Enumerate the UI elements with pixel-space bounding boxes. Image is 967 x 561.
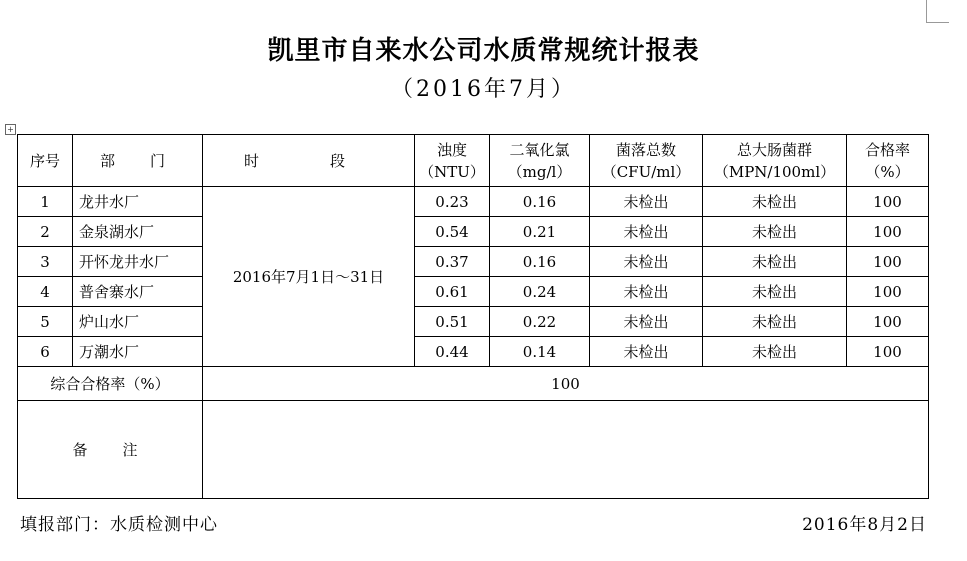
header-index: 序号 [18, 135, 73, 187]
row-rate: 100 [847, 247, 929, 277]
header-chlorine-unit: （mg/l） [507, 162, 572, 181]
table-header-row [18, 135, 929, 187]
row-coliform: 未检出 [703, 247, 847, 277]
header-turbidity [415, 135, 490, 187]
row-coliform: 未检出 [703, 337, 847, 367]
row-turbidity: 0.44 [415, 337, 490, 367]
row-index: 3 [18, 247, 73, 277]
period-cell: 2016年7月1日～31日 [203, 187, 415, 367]
remarks-row [18, 401, 929, 499]
row-coliform: 未检出 [703, 187, 847, 217]
header-period: 时 段 [203, 135, 415, 187]
header-chlorine-label: 二氧化氯 [509, 140, 570, 159]
header-dept: 部 门 [73, 135, 203, 187]
row-dept: 开怀龙井水厂 [73, 247, 203, 277]
row-chlorine: 0.22 [490, 307, 590, 337]
row-rate: 100 [847, 187, 929, 217]
header-turbidity-label: 浊度 [436, 140, 467, 159]
row-colony: 未检出 [590, 187, 703, 217]
row-index: 1 [18, 187, 73, 217]
row-chlorine: 0.21 [490, 217, 590, 247]
row-chlorine: 0.14 [490, 337, 590, 367]
table-move-handle-icon[interactable]: + [5, 124, 16, 135]
row-turbidity: 0.37 [415, 247, 490, 277]
row-chlorine: 0.16 [490, 247, 590, 277]
table-row [18, 187, 929, 217]
header-chlorine [490, 135, 590, 187]
row-rate: 100 [847, 277, 929, 307]
row-turbidity: 0.51 [415, 307, 490, 337]
table-row [18, 217, 929, 247]
row-index: 2 [18, 217, 73, 247]
header-colony-label: 菌落总数 [615, 140, 676, 159]
header-rate [847, 135, 929, 187]
header-rate-label: 合格率 [864, 140, 910, 159]
row-dept: 炉山水厂 [73, 307, 203, 337]
header-coliform-label: 总大肠菌群 [736, 140, 812, 159]
row-turbidity: 0.54 [415, 217, 490, 247]
header-colony-unit: （CFU/ml） [601, 162, 691, 181]
row-colony: 未检出 [590, 247, 703, 277]
table-row [18, 307, 929, 337]
row-colony: 未检出 [590, 337, 703, 367]
row-coliform: 未检出 [703, 307, 847, 337]
row-colony: 未检出 [590, 277, 703, 307]
page-corner-mark [926, 0, 949, 23]
water-quality-table [17, 134, 929, 499]
row-index: 4 [18, 277, 73, 307]
row-chlorine: 0.24 [490, 277, 590, 307]
remarks-label: 备 注 [18, 401, 203, 499]
row-turbidity: 0.61 [415, 277, 490, 307]
table-row [18, 247, 929, 277]
row-coliform: 未检出 [703, 277, 847, 307]
row-colony: 未检出 [590, 217, 703, 247]
header-coliform [703, 135, 847, 187]
row-turbidity: 0.23 [415, 187, 490, 217]
row-rate: 100 [847, 337, 929, 367]
table-row [18, 277, 929, 307]
row-index: 6 [18, 337, 73, 367]
header-rate-unit: （%） [865, 162, 910, 181]
row-dept: 龙井水厂 [73, 187, 203, 217]
row-rate: 100 [847, 307, 929, 337]
row-coliform: 未检出 [703, 217, 847, 247]
reporting-department: 填报部门：水质检测中心 [20, 515, 218, 535]
row-colony: 未检出 [590, 307, 703, 337]
row-index: 5 [18, 307, 73, 337]
overall-rate-value: 100 [203, 367, 929, 401]
row-dept: 普舍寨水厂 [73, 277, 203, 307]
row-chlorine: 0.16 [490, 187, 590, 217]
report-subtitle: （2016年7月） [391, 77, 576, 102]
header-coliform-unit: （MPN/100ml） [713, 162, 836, 181]
remarks-value[interactable] [203, 401, 929, 499]
table-row [18, 337, 929, 367]
header-turbidity-unit: （NTU） [419, 162, 485, 181]
overall-rate-row [18, 367, 929, 401]
header-colony [590, 135, 703, 187]
report-title: 凯里市自来水公司水质常规统计报表 [267, 36, 700, 66]
row-rate: 100 [847, 217, 929, 247]
row-dept: 金泉湖水厂 [73, 217, 203, 247]
report-date: 2016年8月2日 [802, 515, 927, 535]
row-dept: 万潮水厂 [73, 337, 203, 367]
overall-rate-label: 综合合格率（%） [18, 367, 203, 401]
